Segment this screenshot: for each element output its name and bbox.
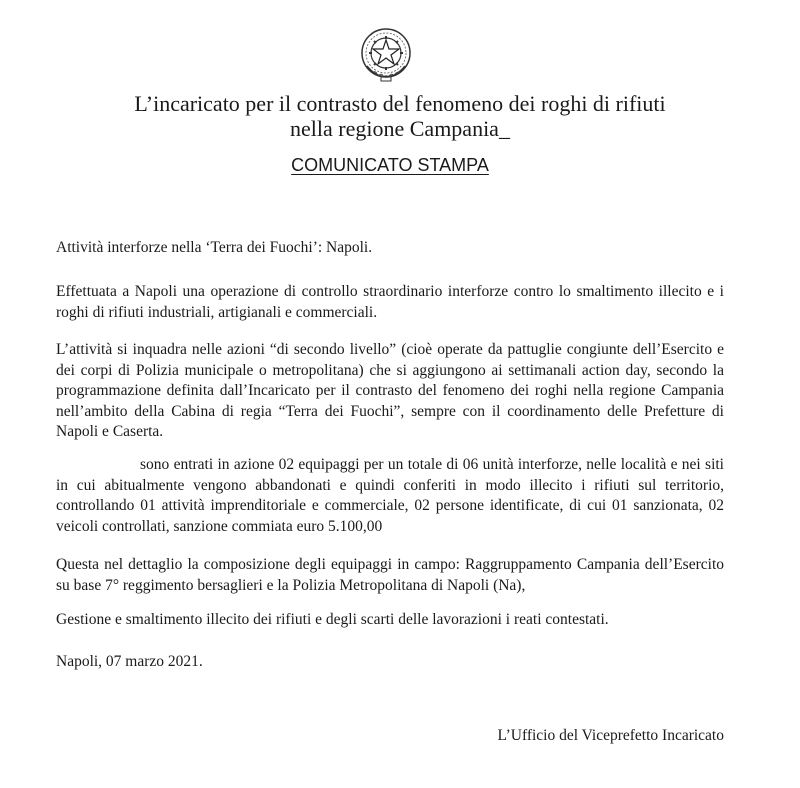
paragraph-teams: Questa nel dettaglio la composizione degli equipaggi in campo: Raggruppamento Campania dell’Esercito su base 7° reggimento bersaglieri e la Polizia Metropolitana di Napoli (Na), <box>56 556 724 594</box>
article-heading: Attività interforze nella ‘Terra dei Fuochi’: Napoli. <box>56 239 373 256</box>
date-line: Napoli, 07 marzo 2021. <box>56 653 203 670</box>
paragraph-results: sono entrati in azione 02 equipaggi per un totale di 06 unità interforze, nelle località e nei siti in cui abitualmente vengono abbandonati e quindi conferiti in modo illecito i rifiuti sul territorio, controllando 01 attività imprenditoriale e commerciale, 02 persone identificate, di cui 01 sanzionata, 02 veicoli controllati, sanzione commiata euro 5.100,00 <box>56 456 724 535</box>
paragraph-context: L’attività si inquadra nelle azioni “di secondo livello” (cioè operate da pattuglie congiunte dell’Esercito e dei corpi di Polizia municipale o metropolitana) che si aggiungono ai settimanali action day, secondo la programmazione definita dall’Incaricato per il contrasto del fenomeno dei roghi nella regione Campania nell’ambito della Cabina di regia “Terra dei Fuochi”, sempre con il coordinamento delle Prefetture di Napoli e Caserta. <box>56 341 724 440</box>
title-line-2-text: nella regione Campania <box>290 116 499 141</box>
title-line-2-trailing: _ <box>498 116 510 141</box>
emblem-of-italy-icon <box>359 26 413 84</box>
title-line-2 <box>0 115 800 142</box>
signature: L’Ufficio del Viceprefetto Incaricato <box>497 727 724 744</box>
press-release-label: COMUNICATO STAMPA <box>291 155 489 175</box>
title-line-1: L’incaricato per il contrasto del fenomeno dei roghi di rifiuti <box>134 91 666 116</box>
paragraph-offences: Gestione e smaltimento illecito dei rifiuti e degli scarti delle lavorazioni i reati contestati. <box>56 611 609 628</box>
paragraph-operation: Effettuata a Napoli una operazione di controllo straordinario interforze contro lo smaltimento illecito e i roghi di rifiuti industriali, artigianali e commerciali. <box>56 283 724 321</box>
press-release-heading <box>0 155 780 176</box>
